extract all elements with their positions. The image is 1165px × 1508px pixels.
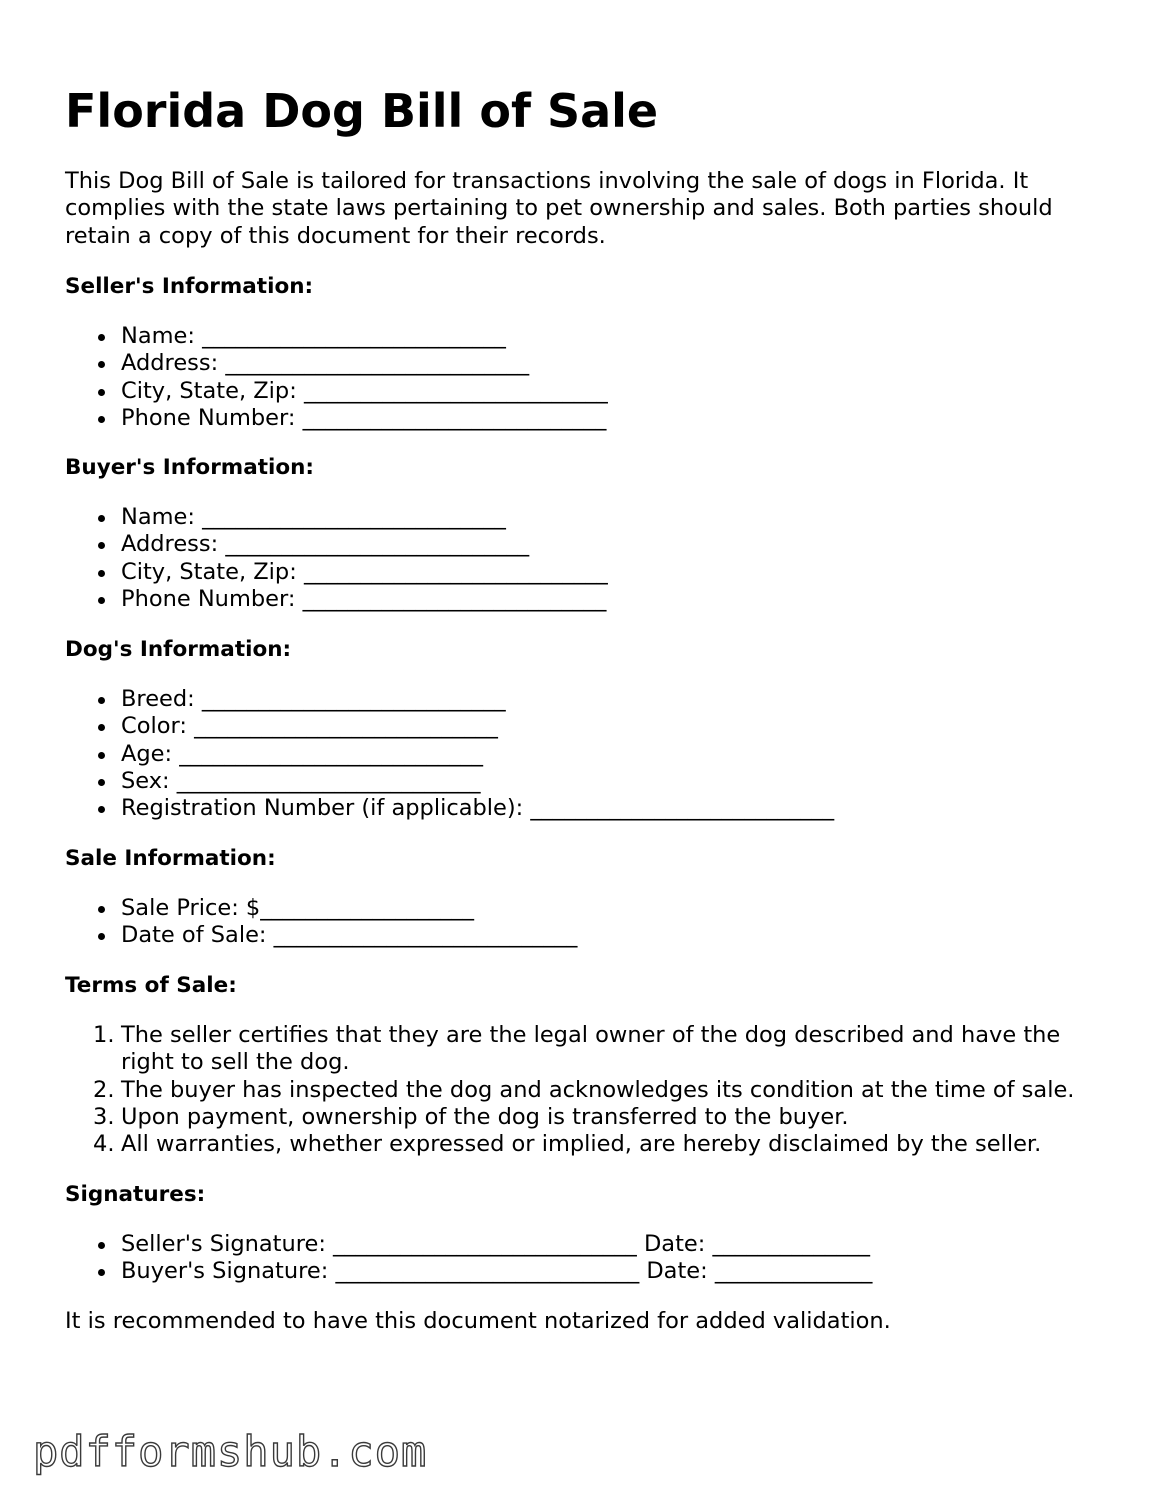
buyer-city-state-zip-field[interactable]: City, State, Zip: ___________________________ <box>65 559 608 586</box>
seller-name-field[interactable]: Name: ___________________________ <box>65 323 608 350</box>
dog-age-field[interactable]: Age: ___________________________ <box>65 741 834 768</box>
sale-fields <box>65 895 577 950</box>
seller-fields <box>65 323 608 432</box>
terms-list <box>65 1022 1095 1158</box>
sale-heading: Sale Information: <box>65 846 276 871</box>
watermark-logo: pdfformshub.com <box>33 1427 428 1476</box>
terms-item <box>65 1077 1095 1104</box>
terms-item-text: Upon payment, ownership of the dog is transferred to the buyer. <box>121 1103 849 1130</box>
sale-date-field[interactable]: Date of Sale: ___________________________ <box>65 922 577 949</box>
dog-heading: Dog's Information: <box>65 637 292 662</box>
terms-item-number: 2. <box>93 1076 115 1103</box>
dog-breed-field[interactable]: Breed: ___________________________ <box>65 686 834 713</box>
dog-fields <box>65 686 834 822</box>
dog-sex-field[interactable]: Sex: ___________________________ <box>65 768 834 795</box>
seller-heading: Seller's Information: <box>65 274 314 299</box>
buyer-fields <box>65 504 608 613</box>
seller-phone-field[interactable]: Phone Number: ___________________________ <box>65 405 608 432</box>
terms-item-text: All warranties, whether expressed or implied, are hereby disclaimed by the seller. <box>121 1131 1042 1158</box>
buyer-address-field[interactable]: Address: ___________________________ <box>65 531 608 558</box>
terms-item <box>65 1131 1095 1158</box>
terms-item <box>65 1022 1095 1077</box>
terms-item-text: The buyer has inspected the dog and acknowledges its condition at the time of sale. <box>121 1076 1075 1103</box>
seller-city-state-zip-field[interactable]: City, State, Zip: ___________________________ <box>65 378 608 405</box>
signature-fields <box>65 1231 872 1286</box>
buyer-heading: Buyer's Information: <box>65 455 315 480</box>
seller-address-field[interactable]: Address: ___________________________ <box>65 350 608 377</box>
notarization-note: It is recommended to have this document notarized for added validation. <box>65 1308 891 1334</box>
page-title: Florida Dog Bill of Sale <box>65 84 659 138</box>
terms-item <box>65 1104 1095 1131</box>
terms-item-number: 4. <box>93 1131 115 1158</box>
buyer-signature-field[interactable]: Buyer's Signature: ___________________________ Date: ______________ <box>65 1258 872 1285</box>
buyer-phone-field[interactable]: Phone Number: ___________________________ <box>65 586 608 613</box>
seller-signature-field[interactable]: Seller's Signature: ___________________________ Date: ______________ <box>65 1231 872 1258</box>
terms-heading: Terms of Sale: <box>65 973 237 998</box>
terms-item-number: 1. <box>93 1022 115 1048</box>
sale-price-field[interactable]: Sale Price: $___________________ <box>65 895 577 922</box>
signatures-heading: Signatures: <box>65 1182 206 1207</box>
dog-registration-field[interactable]: Registration Number (if applicable): ___________________________ <box>65 795 834 822</box>
terms-item-number: 3. <box>93 1103 115 1130</box>
dog-color-field[interactable]: Color: ___________________________ <box>65 713 834 740</box>
terms-item-text: The seller certifies that they are the legal owner of the dog described and have the right to sell the dog. <box>121 1022 1061 1076</box>
intro-paragraph: This Dog Bill of Sale is tailored for transactions involving the sale of dogs in Florida. It complies with the state laws pertaining to pet ownership and sales. Both parties should retain a copy of this document for their records. <box>65 168 1053 249</box>
buyer-name-field[interactable]: Name: ___________________________ <box>65 504 608 531</box>
